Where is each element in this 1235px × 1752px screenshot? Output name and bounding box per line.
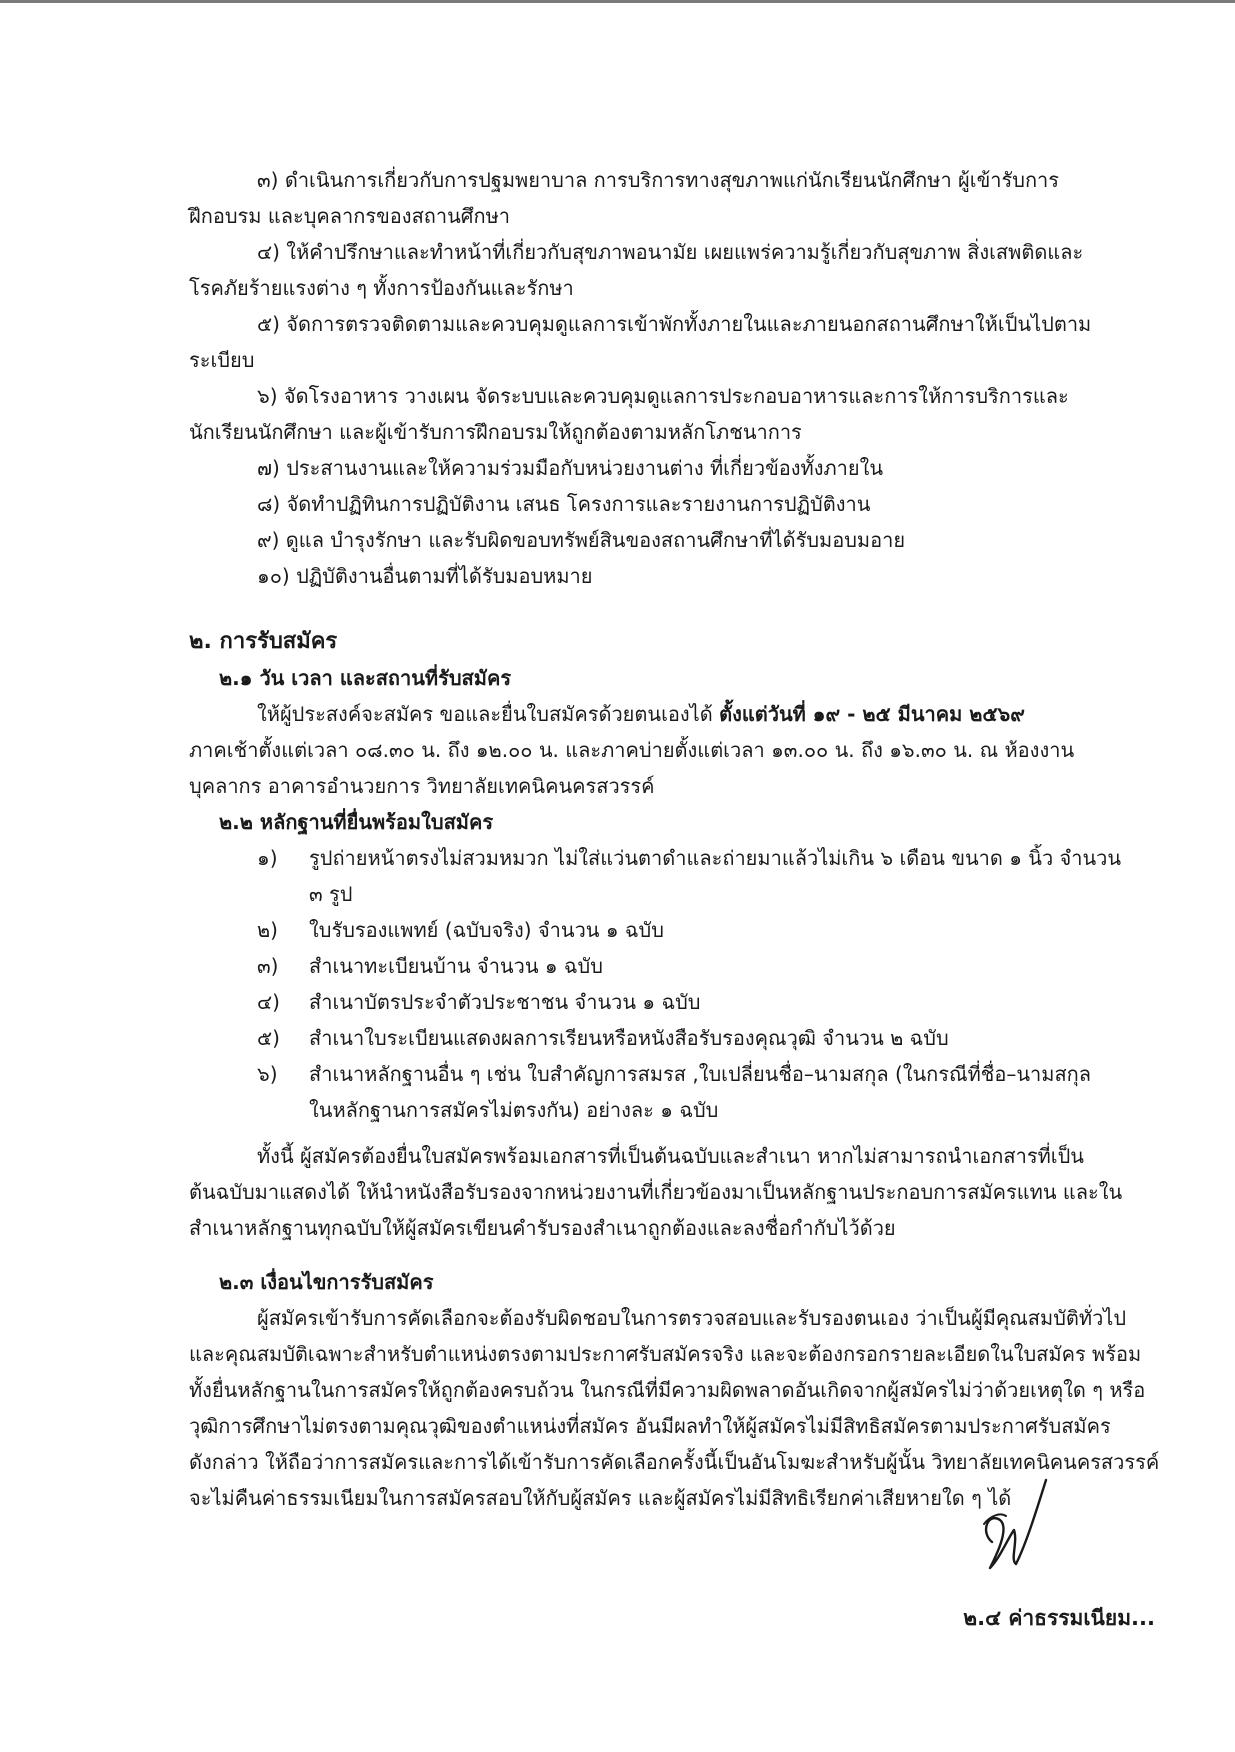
evidence-note-line2: ต้นฉบับมาแสดงได้ ให้นำหนังสือรับรองจากหน่วยงานที่เกี่ยวข้องมาเป็นหลักฐานประกอบการสมัครแทน และใน	[189, 1180, 1123, 1204]
section-2-1-line1	[189, 696, 1137, 732]
evidence-item-number: ๕)	[257, 1026, 280, 1050]
conditions-line4: วุฒิการศึกษาไม่ตรงตามคุณวุฒิของตำแหน่งที่สมัคร อันมีผลทำให้ผู้สมัครไม่มีสิทธิสมัครตามประกาศรับสมัคร	[189, 1414, 1111, 1438]
evidence-item-text: สำเนาทะเบียนบ้าน จำนวน ๑ ฉบับ	[309, 954, 603, 978]
duty-6-line1: ๖) จัดโรงอาหาร วางเผน จัดระบบและควบคุมดูแลการประกอบอาหารและการให้การบริการและ	[257, 384, 1069, 408]
conditions-line5: ดังกล่าว ให้ถือว่าการสมัครและการได้เข้ารับการคัดเลือกครั้งนี้เป็นอันโมฆะสำหรับผู้นั้น วิทยาลัยเทคนิคนครสวรรค์	[189, 1450, 1160, 1474]
evidence-item-4	[189, 984, 1137, 1020]
conditions-line3: ทั้งยื่นหลักฐานในการสมัครให้ถูกต้องครบถ้วน ในกรณีที่มีความผิดพลาดอันเกิดจากผู้สมัครไม่ว่าด้วยเหตุใด ๆ หรือ	[189, 1378, 1146, 1402]
duty-7: ๗) ประสานงานและให้ความร่วมมือกับหน่วยงานต่าง ที่เกี่ยวข้องทั้งภายใน	[257, 456, 884, 480]
evidence-item-number: ๒)	[257, 918, 278, 942]
evidence-item-number: ๑)	[257, 846, 278, 870]
document-body	[189, 162, 1160, 1516]
top-border-line	[0, 0, 1235, 3]
evidence-item-text: ใบรับรองแพทย์ (ฉบับจริง) จำนวน ๑ ฉบับ	[309, 918, 664, 942]
evidence-item-number: ๔)	[257, 990, 280, 1014]
conditions-line6: จะไม่คืนค่าธรรมเนียมในการสมัครสอบให้กับผู้สมัคร และผู้สมัครไม่มีสิทธิเรียกค่าเสียหายใด ๆ ได้	[189, 1486, 1012, 1510]
evidence-item-2	[189, 912, 1137, 948]
evidence-note-line3: สำเนาหลักฐานทุกฉบับให้ผู้สมัครเขียนคำรับรองสำเนาถูกต้องและลงชื่อกำกับไว้ด้วย	[189, 1216, 896, 1240]
section-2-1-line2: ภาคเช้าตั้งแต่เวลา ๐๘.๓๐ น. ถึง ๑๒.๐๐ น. และภาคบ่ายตั้งแต่เวลา ๑๓.๐๐ น. ถึง ๑๖.๓๐ น. ณ ห้องงาน	[189, 738, 1075, 762]
evidence-item-text: สำเนาบัตรประจำตัวประชาชน จำนวน ๑ ฉบับ	[309, 990, 701, 1014]
duty-4-line1: ๔) ให้คำปรึกษาและทำหน้าที่เกี่ยวกับสุขภาพอนามัย เผยแพร่ความรู้เกี่ยวกับสุขภาพ สิ่งเสพติดและ	[257, 240, 1084, 264]
duty-4-line2: โรคภัยร้ายแรงต่าง ๆ ทั้งการป้องกันและรักษา	[189, 276, 574, 300]
section-2-heading: ๒. การรับสมัคร	[189, 629, 338, 654]
evidence-note-line1: ทั้งนี้ ผู้สมัครต้องยื่นใบสมัครพร้อมเอกสารที่เป็นต้นฉบับและสำเนา หากไม่สามารถนำเอกสารที่เป็น	[257, 1144, 1084, 1168]
duty-5-line2: ระเบียบ	[189, 348, 255, 372]
duty-3-line2: ฝึกอบรม และบุคลากรของสถานศึกษา	[189, 204, 511, 228]
evidence-item-1	[189, 840, 1137, 912]
application-date-range: ตั้งแต่วันที่ ๑๙ - ๒๕ มีนาคม ๒๕๖๙	[719, 702, 1025, 726]
evidence-item-number: ๓)	[257, 954, 279, 978]
conditions-line2: และคุณสมบัติเฉพาะสำหรับตำแหน่งตรงตามประกาศรับสมัครจริง และจะต้องกรอกรายละเอียดในใบสมัคร พร้อม	[189, 1342, 1142, 1366]
next-page-reference: ๒.๔ ค่าธรรมเนียม...	[963, 1606, 1155, 1630]
section-2-1-line3: บุคลากร อาคารอำนวยการ วิทยาลัยเทคนิคนครสวรรค์	[189, 774, 655, 798]
duty-9: ๙) ดูแล บำรุงรักษา และรับผิดขอบทรัพย์สินของสถานศึกษาที่ได้รับมอบมอาย	[257, 528, 906, 552]
section-2-2-heading: ๒.๒ หลักฐานที่ยื่นพร้อมใบสมัคร	[219, 810, 494, 834]
duty-5-line1: ๕) จัดการตรวจติดตามและควบคุมดูแลการเข้าพักทั้งภายในและภายนอกสถานศึกษาให้เป็นไปตาม	[257, 312, 1092, 336]
evidence-item-text-cont: ๓ รูป	[309, 882, 353, 906]
duty-3-line1: ๓) ดำเนินการเกี่ยวกับการปฐมพยาบาล การบริการทางสุขภาพแก่นักเรียนนักศึกษา ผู้เข้ารับการ	[257, 168, 1060, 192]
conditions-line1: ผู้สมัครเข้ารับการคัดเลือกจะต้องรับผิดชอบในการตรวจสอบและรับรองตนเอง ว่าเป็นผู้มีคุณสมบัติทั่วไป	[257, 1306, 1127, 1330]
section-2-1-line1-text: ให้ผู้ประสงค์จะสมัคร ขอและยื่นใบสมัครด้วยตนเองได้	[257, 702, 720, 726]
evidence-list	[189, 840, 1137, 1128]
evidence-item-text: สำเนาหลักฐานอื่น ๆ เช่น ใบสำคัญการสมรส ,ใบเปลี่ยนชื่อ–นามสกุล (ในกรณีที่ชื่อ–นามสกุล	[309, 1062, 1092, 1086]
evidence-item-text-cont: ในหลักฐานการสมัครไม่ตรงกัน) อย่างละ ๑ ฉบับ	[309, 1098, 719, 1122]
duty-10: ๑๐) ปฏิบัติงานอื่นตามที่ได้รับมอบหมาย	[257, 564, 593, 588]
signature-mark	[970, 1472, 1050, 1582]
evidence-item-6	[189, 1056, 1137, 1128]
section-2-1-heading: ๒.๑ วัน เวลา และสถานที่รับสมัคร	[219, 666, 512, 690]
duty-6-line2: นักเรียนนักศึกษา และผู้เข้ารับการฝึกอบรมให้ถูกต้องตามหลักโภชนาการ	[189, 420, 802, 444]
duty-8: ๘) จัดทำปฏิทินการปฏิบัติงาน เสนธ โครงการและรายงานการปฏิบัติงาน	[257, 492, 871, 516]
evidence-item-5	[189, 1020, 1137, 1056]
evidence-item-text: สำเนาใบระเบียนแสดงผลการเรียนหรือหนังสือรับรองคุณวุฒิ จำนวน ๒ ฉบับ	[309, 1026, 949, 1050]
evidence-item-number: ๖)	[257, 1062, 278, 1086]
duties-list	[189, 162, 1137, 594]
evidence-item-3	[189, 948, 1137, 984]
section-2-3-heading: ๒.๓ เงื่อนไขการรับสมัคร	[219, 1270, 434, 1294]
evidence-item-text: รูปถ่ายหน้าตรงไม่สวมหมวก ไม่ใส่แว่นตาดำและถ่ายมาแล้วไม่เกิน ๖ เดือน ขนาด ๑ นิ้ว จำนวน	[309, 846, 1122, 870]
